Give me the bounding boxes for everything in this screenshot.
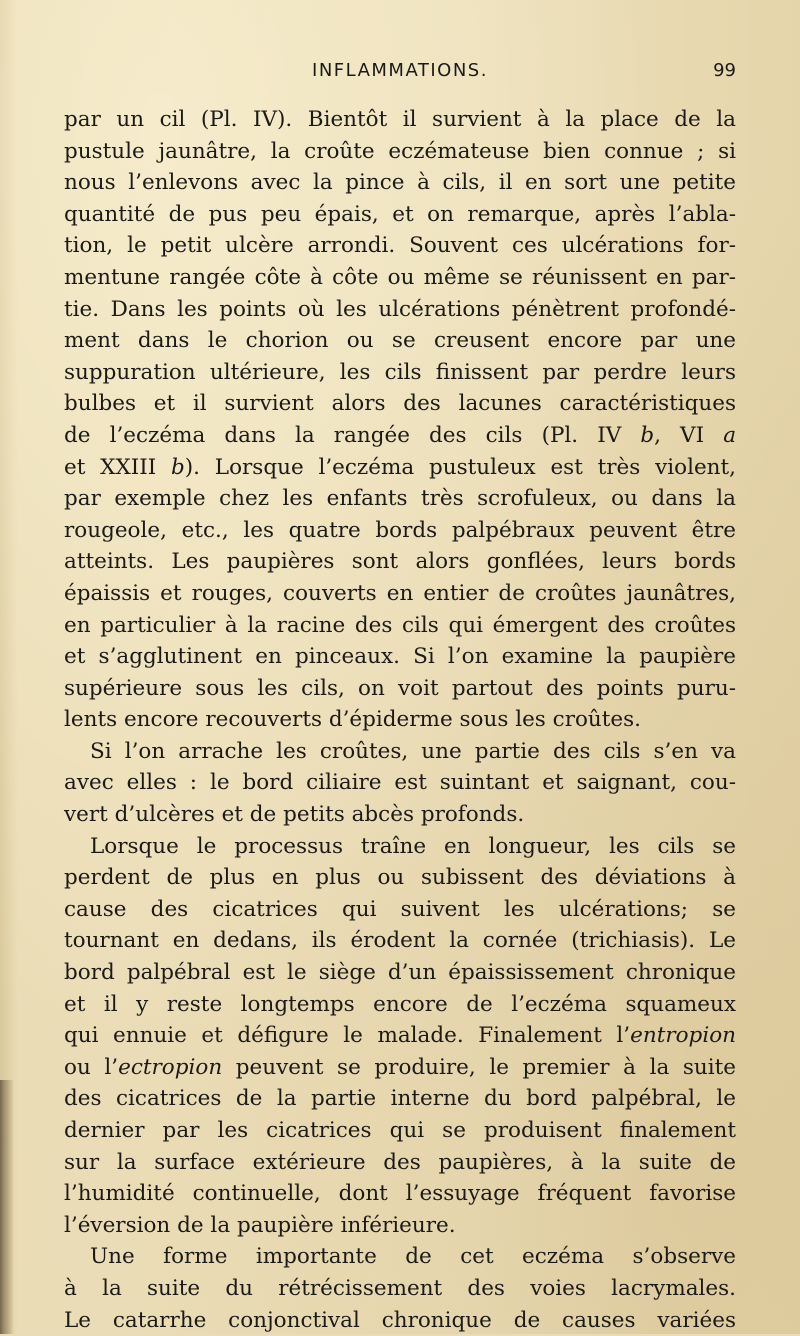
text-line: tie. Dans les points où les ulcérations pénètrent profondé- (64, 296, 736, 322)
text-line: Si l’on arrache les croûtes, une partie des cils s’en va (90, 738, 736, 764)
text-line: rougeole, etc., les quatre bords palpébraux peuvent être (64, 517, 736, 543)
text-line: bord palpébral est le siège d’un épaississement chronique (64, 960, 736, 986)
text-line: l’humidité continuelle, dont l’essuyage fréquent favorise (64, 1181, 736, 1207)
text-line: et XXIII b). Lorsque l’eczéma pustuleux est très violent, (64, 454, 736, 480)
text-line: à la suite du rétrécissement des voies lacrymales. (64, 1275, 736, 1301)
text-line: qui ennuie et défigure le malade. Finalement l’entropion (64, 1023, 736, 1049)
text-line: suppuration ultérieure, les cils finissent par perdre leurs (64, 359, 736, 385)
text-line: des cicatrices de la partie interne du bord palpébral, le (64, 1086, 736, 1112)
text-line: Lorsque le processus traîne en longueur, les cils se (90, 833, 736, 859)
text-line: et il y reste longtemps encore de l’eczéma squameux (64, 991, 736, 1017)
body-text (64, 104, 736, 1336)
text-line: ment dans le chorion ou se creusent encore par une (64, 328, 736, 354)
text-line: mentune rangée côte à côte ou même se réunissent en par- (64, 264, 736, 290)
text-line: en particulier à la racine des cils qui émergent des croûtes (64, 612, 736, 638)
text-line: vert d’ulcères et de petits abcès profonds. (64, 802, 525, 828)
text-line: par exemple chez les enfants très scrofuleux, ou dans la (64, 486, 736, 512)
text-line: sur la surface extérieure des paupières, à la suite de (64, 1149, 736, 1175)
page-number: 99 (713, 60, 736, 81)
text-line: supérieure sous les cils, on voit partout des points puru- (64, 675, 736, 701)
text-line: bulbes et il survient alors des lacunes caractéristiques (64, 391, 736, 417)
running-title: INFLAMMATIONS. (312, 60, 488, 81)
text-line: pustule jaunâtre, la croûte eczémateuse bien connue ; si (64, 138, 736, 164)
text-line: l’éversion de la paupière inférieure. (64, 1212, 456, 1238)
text-line: dernier par les cicatrices qui se produisent finalement (64, 1118, 736, 1143)
page-edge-shadow (0, 1080, 14, 1334)
text-line: tion, le petit ulcère arrondi. Souvent ces ulcérations for- (64, 233, 736, 259)
text-line: atteints. Les paupières sont alors gonflées, leurs bords (64, 549, 736, 575)
text-line: ou l’ectropion peuvent se produire, le premier à la suite (64, 1054, 736, 1080)
text-line: par un cil (Pl. IV). Bientôt il survient à la place de la (64, 107, 736, 132)
text-line: lents encore recouverts d’épiderme sous les croûtes. (64, 707, 642, 733)
text-line: nous l’enlevons avec la pince à cils, il en sort une petite (64, 170, 736, 196)
text-line: et s’agglutinent en pinceaux. Si l’on examine la paupière (64, 644, 736, 670)
text-line: cause des cicatrices qui suivent les ulcérations; se (64, 896, 736, 922)
page-header (60, 60, 740, 90)
text-line: épaissis et rouges, couverts en entier de croûtes jaunâtres, (64, 580, 736, 606)
text-line: Le catarrhe conjonctival chronique de causes variées (64, 1307, 736, 1333)
text-line: Une forme importante de cet eczéma s’observe (90, 1244, 736, 1270)
text-line: perdent de plus en plus ou subissent des déviations à (64, 865, 736, 891)
text-line: quantité de pus peu épais, et on remarque, après l’abla- (64, 201, 736, 227)
text-line: avec elles : le bord ciliaire est suintant et saignant, cou- (64, 770, 736, 796)
text-line: de l’eczéma dans la rangée des cils (Pl. IV b, VI a (64, 422, 737, 448)
text-line: tournant en dedans, ils érodent la cornée (trichiasis). Le (64, 928, 736, 954)
